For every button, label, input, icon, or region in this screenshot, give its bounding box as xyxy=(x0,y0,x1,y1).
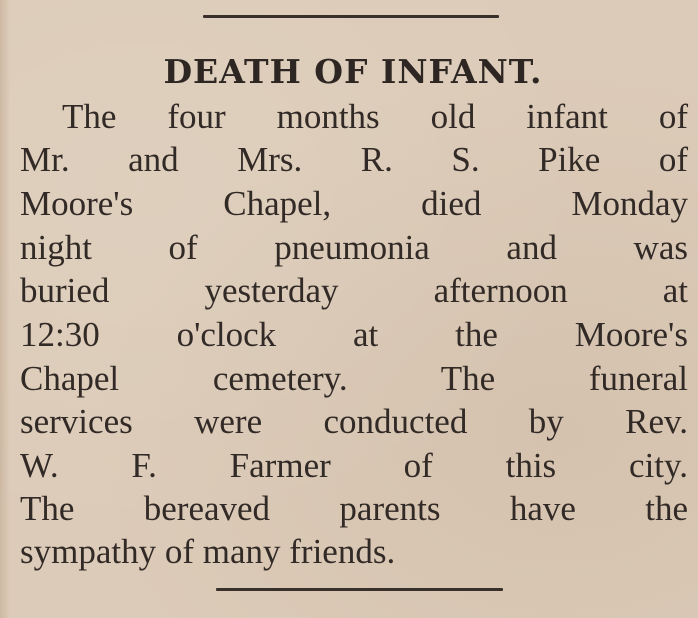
article-line: The bereaved parents have the xyxy=(20,489,688,528)
article-line: 12:30 o'clock at the Moore's xyxy=(20,315,688,354)
article-line: services were conducted by Rev. xyxy=(20,402,688,441)
article-line: W. F. Farmer of this city. xyxy=(20,446,688,485)
article-line: Moore's Chapel, died Monday xyxy=(20,184,688,223)
article-line: buried yesterday afternoon at xyxy=(20,271,688,310)
top-rule xyxy=(203,15,499,18)
article-line: sympathy of many friends. xyxy=(20,532,396,571)
article-line: night of pneumonia and was xyxy=(20,228,688,267)
article-line: The four months old infant of xyxy=(62,97,688,136)
article-line: Mr. and Mrs. R. S. Pike of xyxy=(20,140,688,179)
headline: DEATH OF INFANT. xyxy=(163,52,543,91)
paper-edge xyxy=(0,0,10,618)
bottom-rule xyxy=(216,588,503,591)
article-line: Chapel cemetery. The funeral xyxy=(20,359,688,398)
